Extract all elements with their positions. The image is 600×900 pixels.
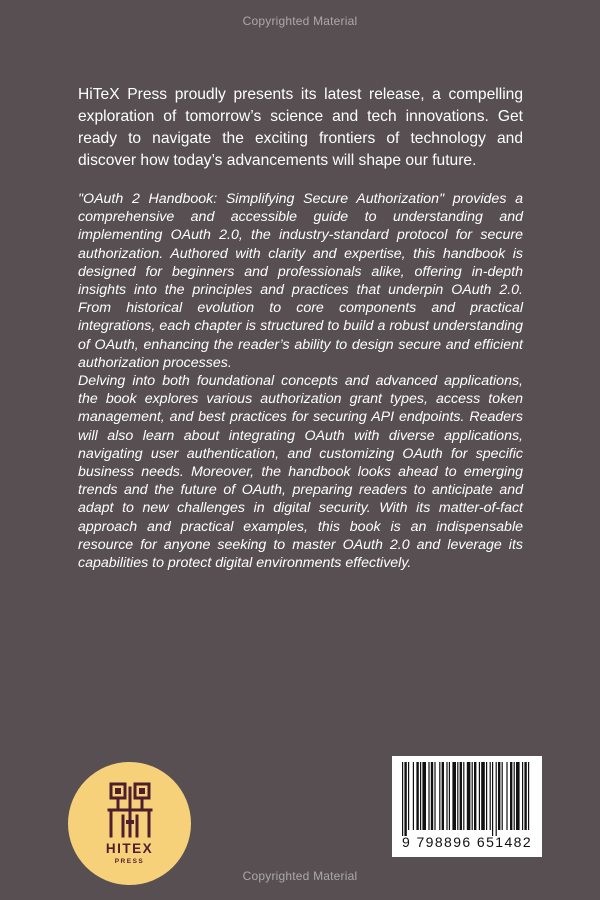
barcode-bar (510, 762, 512, 830)
publisher-logo (68, 762, 191, 885)
logo-subtitle: PRESS (114, 858, 145, 865)
barcode-bar (420, 762, 421, 830)
barcode-bar (452, 762, 456, 830)
description-paragraph-2: Delving into both foundational concepts and advanced applications, the book explores various authorization grant types, access token management, and best practices for securing API endpoints. Readers will also learn about integrating OAuth with diverse applications, navigating user authentication, and customizing OAuth for specific business needs. Moreover, the handbook looks ahead to emerging trends and the future of OAuth, preparing readers to anticipate and adapt to new challenges in digital security. With its matter-of-fact approach and practical examples, this book is an indispensable resource for anyone seeking to master OAuth 2.0 and leverage its capabilities to protect digital environments effectively. (78, 373, 523, 572)
barcode-bar (442, 762, 444, 830)
barcode-bar (479, 762, 480, 830)
barcode-bar (404, 762, 406, 836)
barcode-bar (496, 762, 497, 836)
isbn-barcode (392, 756, 542, 857)
barcode-bar (524, 762, 526, 830)
barcode-bar (428, 762, 429, 830)
barcode-bar (522, 762, 523, 830)
barcode-bar (431, 762, 433, 830)
barcode-bar (498, 762, 500, 830)
barcode-bar (502, 762, 503, 830)
barcode-bar (460, 762, 462, 830)
publisher-intro: HiTeX Press proudly presents its latest release, a compelling exploration of tomorrow’s science and tech innovations. Get ready to navigate the exciting frontiers of technology and discover how today’s advancements will shape our future. (78, 86, 523, 169)
barcode-bar (467, 762, 471, 830)
logo-name: HITEX (105, 841, 154, 856)
barcode-bar (514, 762, 515, 830)
barcode-bar (449, 762, 450, 830)
barcode-bar (434, 762, 435, 830)
hitex-press-logo-icon (105, 780, 155, 840)
barcode-bar (422, 762, 426, 830)
barcode-bar (528, 762, 529, 830)
barcode-bar (490, 762, 491, 830)
barcode-bar (413, 762, 414, 830)
barcode-bar (402, 762, 403, 836)
barcode-bar (446, 762, 447, 830)
barcode-bar (472, 762, 473, 830)
barcode-bar (416, 762, 418, 830)
barcode-bar (439, 762, 440, 830)
isbn-barcode-icon (400, 762, 534, 836)
book-description (78, 190, 523, 572)
barcode-bar (492, 762, 493, 836)
barcode-bar (463, 762, 464, 830)
barcode-bar (474, 762, 476, 830)
barcode-bar (457, 762, 458, 830)
barcode-bar (408, 762, 409, 830)
copyright-watermark-top: Copyrighted Material (242, 14, 358, 28)
barcode-bar (486, 762, 487, 830)
barcode-bar (481, 762, 485, 830)
barcode-bar (506, 762, 507, 830)
barcode-bar (516, 762, 520, 830)
description-paragraph-1: "OAuth 2 Handbook: Simplifying Secure Authorization" provides a comprehensive and accessible guide to understanding and implementing OAuth 2.0, the industry-standard protocol for secure authorization. Authored with clarity and expertise, this handbook is designed for beginners and professionals alike, offering in-depth insights into the principles and practices that underpin OAuth 2.0. From historical evolution to core components and practical integrations, each chapter is structured to build a robust understanding of OAuth, enhancing the reader’s ability to design secure and efficient authorization processes. (78, 191, 523, 371)
barcode-number: 9 798896 651482 (402, 834, 532, 850)
copyright-watermark-bottom: Copyrighted Material (242, 869, 358, 883)
